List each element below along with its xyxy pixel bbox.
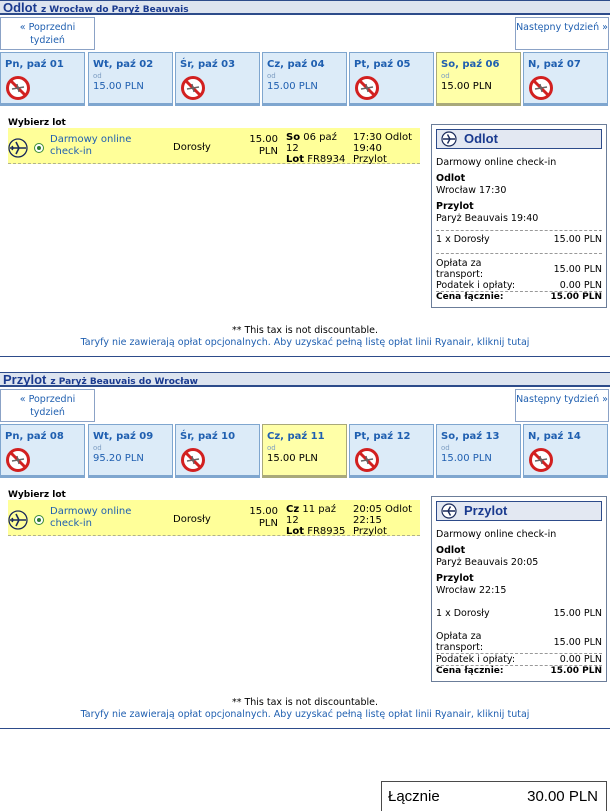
summary-pax-value: 15.00 PLN [553, 608, 602, 619]
fare-price: 15.00 PLN [249, 506, 278, 529]
radio-selected-icon[interactable] [34, 143, 44, 153]
no-flight-icon [5, 75, 31, 101]
flight-times [353, 504, 419, 537]
day-from-label: od [441, 444, 450, 452]
day-price: 15.00 PLN [441, 81, 492, 92]
summary-arr-label: Przylot [436, 573, 474, 584]
summary-total-row [436, 665, 602, 677]
no-flight-icon [354, 75, 380, 101]
grand-total-value: 30.00 PLN [527, 788, 598, 805]
summary-pax-row [436, 230, 602, 245]
arr-label: Przylot [353, 154, 387, 165]
return-route: z Paryż Beauvais do Wrocław [50, 377, 198, 387]
day-price: 15.00 PLN [93, 81, 144, 92]
outbound-route: z Wrocław do Paryż Beauvais [40, 5, 189, 15]
flight-row[interactable] [8, 500, 420, 536]
summary-total-label: Cena łącznie: [436, 292, 504, 302]
summary-total-row [436, 291, 602, 303]
day-tab[interactable] [262, 52, 347, 106]
arr-time: 22:15 [353, 515, 382, 526]
next-week-button[interactable]: Następny tydzień » [515, 17, 609, 50]
flight-number: FR8935 [307, 526, 346, 537]
grand-total-label: Łącznie [388, 788, 440, 805]
day-from-label: od [93, 444, 102, 452]
summary-fee-row [436, 253, 602, 280]
return-summary-box [431, 496, 607, 682]
tax-note [0, 325, 610, 349]
day-tab-selected[interactable] [436, 52, 521, 106]
day-tab-selected[interactable] [262, 424, 347, 478]
outbound-day-selector [0, 52, 610, 106]
fare-type: Darmowy online check-in [50, 506, 132, 529]
summary-ticket: Darmowy online check-in [436, 529, 557, 540]
tax-note-text: ** This tax is not discountable. [231, 325, 379, 336]
summary-pax-label: 1 x Dorosły [436, 234, 490, 245]
day-label: Pt, paź 05 [354, 59, 411, 70]
no-flight-icon [354, 447, 380, 473]
summary-total-value: 15.00 PLN [550, 292, 602, 302]
summary-tax-label: Podatek i opłaty: [436, 654, 516, 665]
fare-price: 15.00 PLN [249, 134, 278, 157]
flight-date [286, 504, 348, 537]
day-from-label: od [93, 72, 102, 80]
flight-lot-label: Lot [286, 526, 305, 537]
summary-fee-label: Opłata za transport: [436, 631, 484, 653]
day-tab[interactable] [349, 424, 434, 478]
summary-fee-row [436, 627, 602, 653]
day-from-label: od [267, 444, 276, 452]
day-price: 15.00 PLN [267, 453, 318, 464]
flight-row[interactable] [8, 128, 420, 164]
day-label: Wt, paź 09 [93, 431, 154, 442]
day-label: N, paź 07 [528, 59, 581, 70]
summary-header [436, 501, 602, 521]
summary-arr-value: Wrocław 22:15 [436, 585, 507, 596]
radio-selected-icon[interactable] [34, 515, 44, 525]
plane-icon [441, 503, 457, 519]
grand-total-box [381, 781, 607, 811]
passenger-type: Dorosły [173, 142, 211, 153]
flight-date-rest: 11 paź 12 [286, 504, 336, 526]
summary-tax-value: 0.00 PLN [559, 280, 602, 291]
summary-pax-value: 15.00 PLN [553, 234, 602, 245]
summary-tax-label: Podatek i opłaty: [436, 280, 516, 291]
summary-tax-value: 0.00 PLN [559, 654, 602, 665]
choose-flight-label: Wybierz lot [8, 118, 66, 128]
next-week-button[interactable]: Następny tydzień » [515, 389, 609, 422]
summary-header [436, 129, 602, 149]
return-header [0, 372, 610, 387]
day-tab[interactable] [175, 424, 260, 478]
no-flight-icon [180, 75, 206, 101]
outbound-header [0, 0, 610, 15]
day-label: Cz, paź 04 [267, 59, 325, 70]
tax-note [0, 697, 610, 721]
day-from-label: od [267, 72, 276, 80]
summary-dep-value: Paryż Beauvais 20:05 [436, 557, 539, 568]
day-label: Pt, paź 12 [354, 431, 411, 442]
fare-type: Darmowy online check-in [50, 134, 132, 157]
day-tab[interactable] [349, 52, 434, 106]
summary-fee-label: Opłata za transport: [436, 258, 484, 280]
section-divider [0, 356, 610, 357]
day-label: Śr, paź 03 [180, 59, 236, 70]
plane-icon [8, 510, 28, 530]
return-title: Przylot [3, 372, 47, 387]
return-day-selector [0, 424, 610, 478]
day-label: So, paź 13 [441, 431, 500, 442]
day-tab[interactable] [175, 52, 260, 106]
prev-week-button[interactable]: « Poprzedni tydzień [0, 17, 95, 50]
flight-day: Cz [286, 504, 300, 515]
summary-pax-label: 1 x Dorosły [436, 608, 490, 619]
outbound-summary-box [431, 124, 607, 308]
summary-dep-label: Odlot [436, 173, 466, 184]
day-tab[interactable] [436, 424, 521, 478]
section-divider [0, 728, 610, 729]
day-tab[interactable] [523, 424, 608, 478]
return-section [0, 372, 610, 732]
summary-fee-value: 15.00 PLN [553, 636, 602, 648]
summary-arr-label: Przylot [436, 201, 474, 212]
flight-day: So [286, 132, 301, 143]
flight-number: FR8934 [307, 154, 346, 165]
day-label: Pn, paź 01 [5, 59, 64, 70]
flight-lot-label: Lot [286, 154, 305, 165]
summary-ticket: Darmowy online check-in [436, 157, 557, 168]
choose-flight-label: Wybierz lot [8, 490, 66, 500]
no-flight-icon [180, 447, 206, 473]
dep-label: Odlot [385, 504, 413, 515]
no-flight-icon [528, 75, 554, 101]
day-label: Cz, paź 11 [267, 431, 325, 442]
day-tab[interactable] [88, 52, 173, 106]
summary-fee-value: 15.00 PLN [553, 263, 602, 275]
flight-date [286, 132, 348, 165]
day-price: 15.00 PLN [267, 81, 318, 92]
summary-total-value: 15.00 PLN [550, 666, 602, 676]
plane-icon [441, 131, 457, 147]
day-tab[interactable] [0, 424, 85, 478]
day-price: 15.00 PLN [441, 453, 492, 464]
outbound-title: Odlot [3, 0, 37, 15]
dep-time: 20:05 [353, 504, 382, 515]
summary-title: Odlot [464, 131, 498, 146]
summary-pax-row [436, 605, 602, 619]
summary-dep-value: Wrocław 17:30 [436, 185, 507, 196]
fees-info-link[interactable]: Taryfy nie zawierają opłat opcjonalnych. Aby uzyskać pełną listę opłat linii Ryanair, kliknij tutaj [80, 709, 530, 720]
no-flight-icon [5, 447, 31, 473]
flight-date-rest: 06 paź 12 [286, 132, 337, 154]
day-tab[interactable] [88, 424, 173, 478]
passenger-type: Dorosły [173, 514, 211, 525]
flight-times [353, 132, 419, 165]
day-price: 95.20 PLN [93, 453, 144, 464]
day-label: Wt, paź 02 [93, 59, 154, 70]
fees-info-link[interactable]: Taryfy nie zawierają opłat opcjonalnych. Aby uzyskać pełną listę opłat linii Ryanair, kliknij tutaj [80, 337, 530, 348]
summary-total-label: Cena łącznie: [436, 666, 504, 676]
arr-label: Przylot [353, 526, 387, 537]
no-flight-icon [528, 447, 554, 473]
outbound-section [0, 0, 610, 360]
summary-arr-value: Paryż Beauvais 19:40 [436, 213, 539, 224]
day-label: N, paź 14 [528, 431, 581, 442]
day-tab[interactable] [523, 52, 608, 106]
day-label: Śr, paź 10 [180, 431, 236, 442]
day-label: Pn, paź 08 [5, 431, 64, 442]
dep-label: Odlot [385, 132, 413, 143]
plane-icon [8, 138, 28, 158]
tax-note-text: ** This tax is not discountable. [231, 697, 379, 708]
day-label: So, paź 06 [441, 59, 500, 70]
summary-dep-label: Odlot [436, 545, 466, 556]
summary-title: Przylot [464, 503, 508, 518]
day-tab[interactable] [0, 52, 85, 106]
dep-time: 17:30 [353, 132, 382, 143]
summary-tax-row [436, 653, 602, 665]
prev-week-button[interactable]: « Poprzedni tydzień [0, 389, 95, 422]
arr-time: 19:40 [353, 143, 382, 154]
summary-tax-row [436, 280, 602, 291]
day-from-label: od [441, 72, 450, 80]
